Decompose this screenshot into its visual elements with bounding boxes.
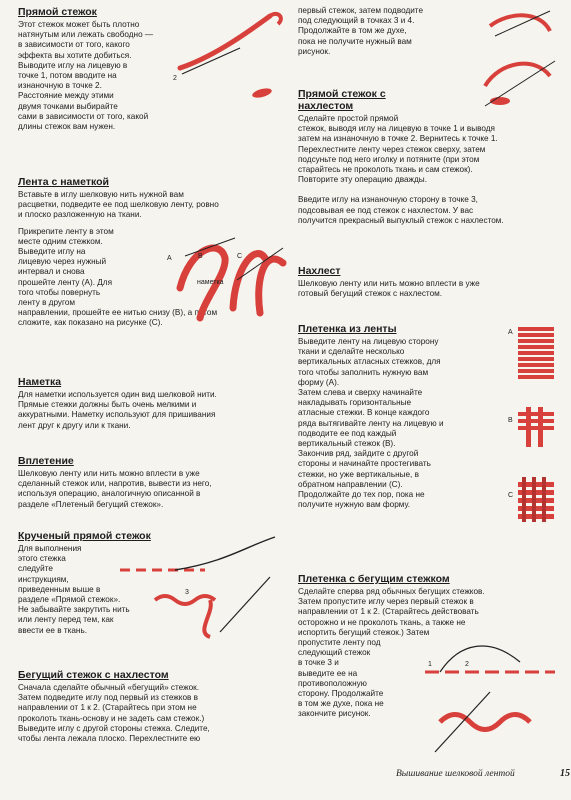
paragraph: Шелковую ленту или нить можно вплести в уже готовый бегущий стежок с нахлестом.: [298, 279, 480, 299]
book-title: Вышивание шелковой лентой: [396, 769, 515, 779]
label-a: A: [167, 255, 172, 262]
heading: Крученый прямой стежок: [18, 530, 151, 542]
section-continued-text: [298, 6, 423, 57]
paragraph: Прикрепите ленту в этом месте одним стежком. Выведите иглу на лицевую через нужный интервал и снова прошейте ленту (A). Для того чтобы повернуть ленту в другом: [18, 226, 114, 308]
section-whipped-straight-stitch: [298, 88, 504, 226]
section-basting: [18, 376, 217, 431]
heading: Лента с наметкой: [18, 176, 109, 188]
paragraph: Выведите ленту на лицевую сторону ткани и сделайте несколько вертикальных атласных стежков, для того чтобы заполнить нужную вам форму (A). Затем слева и сверху начинайте накладывать горизонтальные атласные стежки. В конце каждого ряда вытягивайте ленту на лицевую и подводите ее под каждый вертикальный стежок (B). Закончив ряд, зайдите с другой стороны и начинайте простегивать стежки, но уже вертикальные, в обратном направлении (C). Продолжайте до тех пор, пока не получите нужную вам форму.: [298, 337, 444, 510]
footer: [396, 769, 519, 779]
point-3-label: 3: [185, 589, 189, 596]
woven-running-illustration: [420, 632, 560, 762]
heading: Бегущий стежок с нахлестом: [18, 669, 169, 681]
straight-stitch-illustration: [170, 8, 290, 103]
paragraph: Сделайте простой прямой стежок, выводя иглу на лицевую в точке 1 и выводя затем на изнаночную в точке 2. Вернитесь к точке 1. Перехлестните ленту через стежок сверху, затем подсуньте под него иголку и потяните (при этом старайтесь не проколоть ткань и сам стежок). Повторите эту операцию дважды.: [298, 114, 498, 185]
label-c: C: [237, 253, 243, 260]
paragraph: Для выполнения этого стежка следуйте инструкциям, приведенным выше в разделе «Прямой стежок». Не забывайте закрутить нить или ленту перед тем, как ввести ее в ткань.: [18, 544, 130, 635]
label-c: C: [508, 492, 514, 499]
paragraph: Вставьте в иглу шелковую нить нужной вам расцветки, подведите ее под шелковую ленту, ровно и плоско разложенную на ткани.: [18, 190, 219, 220]
section-ribbon-weave: [298, 323, 444, 510]
section-weaving: [18, 455, 212, 510]
heading: Плетенка с бегущим стежком: [298, 573, 450, 585]
ribbon-weave-illustration: [508, 322, 564, 572]
paragraph: Шелковую ленту или нить можно вплести в уже сделанный стежок или, напротив, вывести из него, используя операцию, аналогичную описанной в разделе «Плетеный бегущий стежок».: [18, 469, 212, 509]
section-straight-stitch: [18, 6, 153, 132]
tacked-ribbon-illustration: [165, 228, 290, 328]
paragraph: Для наметки используется один вид шелковой нити. Прямые стежки должны быть очень мелкими и аккуратными. Наметку используют для пришивания лент друг к другу или к ткани.: [18, 390, 217, 430]
heading: Вплетение: [18, 455, 74, 467]
whipped-straight-illustration-top: [480, 6, 565, 116]
heading: Прямой стежок: [18, 6, 97, 18]
point-1-label: 1: [428, 661, 432, 668]
paragraph: пропустите ленту под следующий стежок в точке 3 и выведите ее на противоположную сторону. Продолжайте в том же духе, пока не закончите рисунок.: [298, 638, 384, 719]
paragraph: Этот стежок может быть плотно натянутым или лежать свободно — в зависимости от того, какого эффекта вы хотите добиться. Выводите иглу на лицевую в точке 1, потом вводите на изнаночную в точке 2. Расстояние между этими двумя точками выбирайте сами в зависимости от того, какой длины стежок вам нужен.: [18, 20, 154, 132]
point-2-label: 2: [465, 661, 469, 668]
label-a: A: [508, 329, 513, 336]
page-number: 15: [560, 768, 570, 779]
paragraph: направлении, прошейте ее нитью снизу (B), а потом сложите, как показано на рисунке (C).: [18, 308, 218, 328]
paragraph: Сделайте сперва ряд обычных бегущих стежков. Затем пропустите иглу через первый стежок в направлении от 1 к 2. (Старайтесь действовать осторожно и не проколоть ткань, а также не испортить бегущий стежок.) Затем: [298, 587, 485, 637]
heading: Плетенка из ленты: [298, 323, 397, 335]
section-overlap: [298, 265, 480, 299]
heading: Нахлест: [298, 265, 341, 277]
paragraph: первый стежок, затем подводите под следующий в точках 3 и 4. Продолжайте в том же духе, пока не получите нужный вам рисунок.: [298, 6, 424, 56]
heading: Прямой стежок с нахлестом: [298, 88, 386, 112]
point-2-label: 2: [173, 75, 177, 82]
twisted-stitch-illustration: [115, 532, 285, 642]
label-b: B: [508, 417, 513, 424]
paragraph: Сначала сделайте обычный «бегущий» стежок. Затем подведите иглу под первый из стежков в направлении от 1 к 2. (Старайтесь при этом не проколоть ткань-основу и не задеть сам стежок.) Выведите иглу с другой стороны стежка. Следите, чтобы лента лежала плоско. Перехлестните ею: [18, 683, 210, 744]
section-whipped-running-stitch: [18, 669, 210, 744]
paragraph: Введите иглу на изнаночную сторону в точке 3, подсовывая ее под стежок с нахлестом. У вас получится прекрасный выпуклый стежок с нахлестом.: [298, 195, 504, 225]
label-b: B: [198, 253, 203, 260]
heading: Наметка: [18, 376, 62, 388]
label-nametka: наметка: [197, 279, 224, 286]
